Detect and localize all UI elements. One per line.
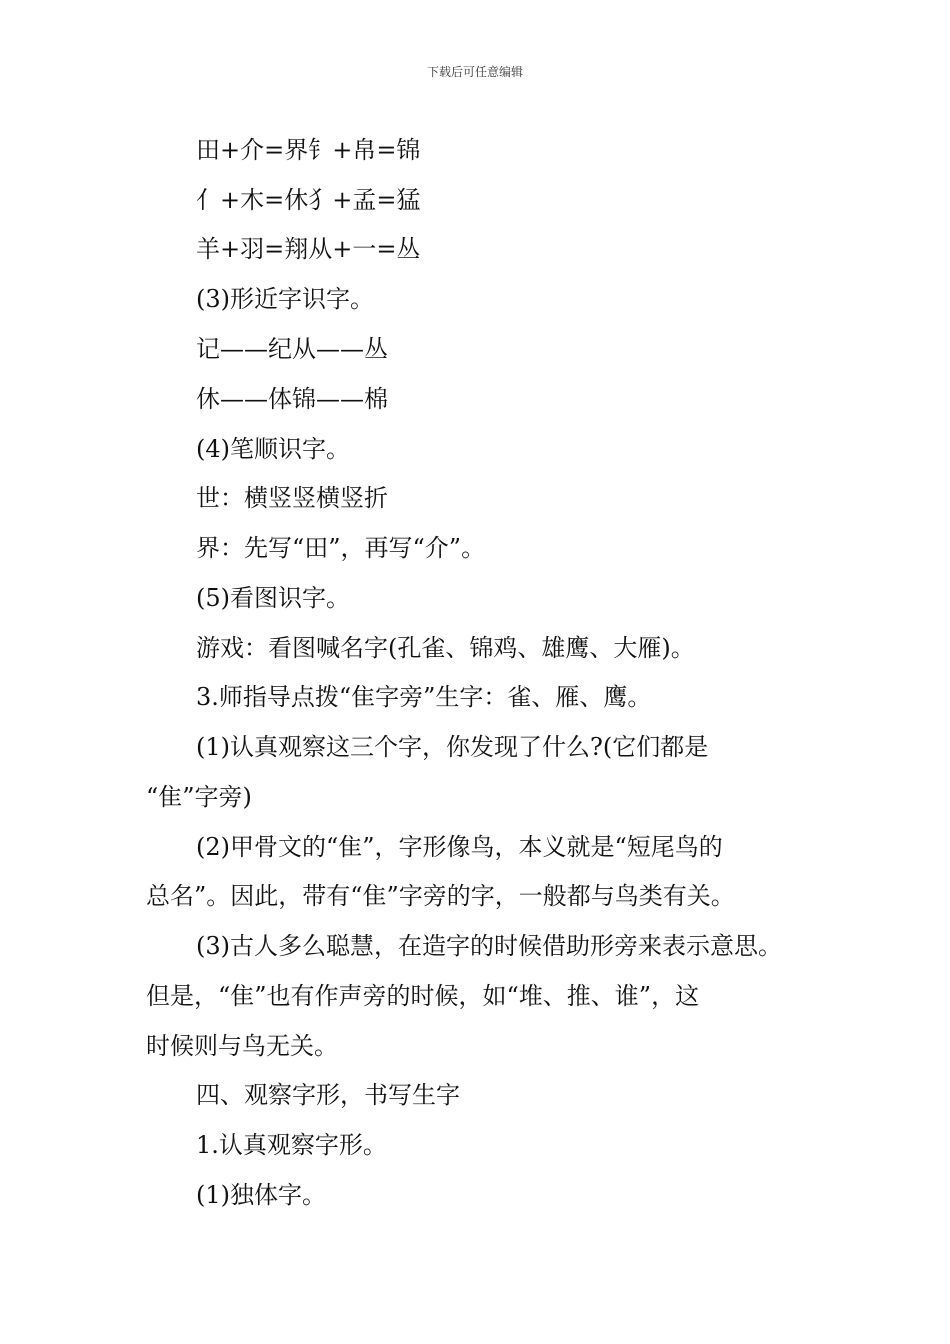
text-line: (3)形近字识字。 (196, 285, 374, 313)
text-line: 亻+木=休犭+孟=猛 (196, 186, 421, 214)
text-line: (5)看图识字。 (196, 584, 350, 612)
section-heading: 四、观察字形，书写生字 (196, 1081, 460, 1109)
text-line: 世：横竖竖横竖折 (196, 484, 388, 512)
text-line: 1.认真观察字形。 (196, 1131, 387, 1159)
text-line: 时候则与鸟无关。 (146, 1032, 338, 1060)
text-line: (1)独体字。 (196, 1181, 326, 1209)
text-line: 田+介=界钅+帛=锦 (196, 136, 421, 164)
text-line: 游戏：看图喊名字(孔雀、锦鸡、雄鹰、大雁)。 (196, 634, 695, 662)
text-line: 但是，“隹”也有作声旁的时候，如“堆、推、谁”，这 (146, 982, 700, 1010)
text-line: (2)甲骨文的“隹”，字形像鸟，本义就是“短尾鸟的 (196, 833, 723, 861)
text-line: “隹”字旁) (146, 783, 252, 811)
text-line: (4)笔顺识字。 (196, 435, 350, 463)
text-line: 3.师指导点拨“隹字旁”生字：雀、雁、鹰。 (196, 683, 652, 711)
text-line: 总名”。因此，带有“隹”字旁的字，一般都与鸟类有关。 (146, 882, 735, 910)
page-header: 下载后可任意编辑 (426, 65, 523, 79)
text-line: 界：先写“田”，再写“介”。 (196, 534, 486, 562)
text-line: (1)认真观察这三个字，你发现了什么?(它们都是 (196, 733, 709, 761)
text-line: 记——纪从——丛 (196, 335, 388, 363)
text-line: 羊+羽=翔从+一=丛 (196, 235, 421, 263)
text-line: 休——体锦——棉 (196, 385, 388, 413)
text-line: (3)古人多么聪慧，在造字的时候借助形旁来表示意思。 (196, 932, 782, 960)
